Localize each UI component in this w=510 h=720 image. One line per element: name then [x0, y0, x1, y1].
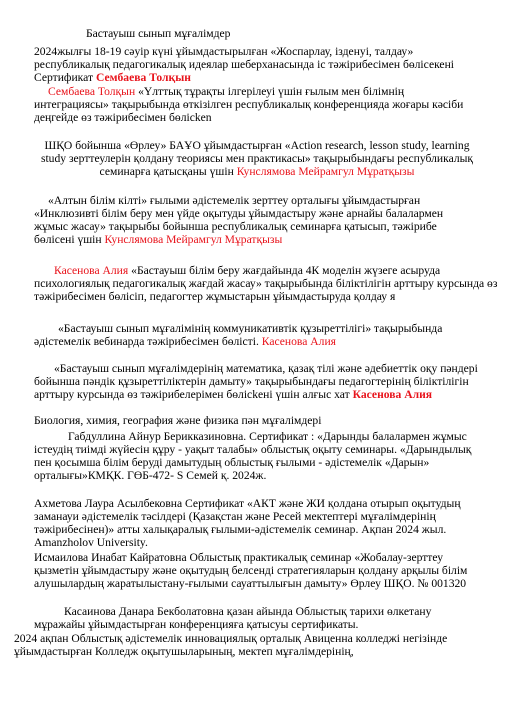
paragraph-sembaeva-certificate — [34, 45, 480, 84]
paragraph-kasenova-thanks — [34, 362, 486, 401]
paragraph-text: Габдуллина Айнур Берикказиновна. Сертификат : «Дарынды балалармен жұмыс істеудің тиімді жүйесін құру - уақыт талабы» облыстық оқыту семинары. «Дарындылық пен қосымша білім беруді дамытудың облыстық ғылыми - әдістемелік «Дарын» орталығы»КМҚК. ГӨБ-472- S Семей қ. 2024ж. — [34, 430, 472, 482]
paragraph-kasenova-webinar — [34, 322, 480, 348]
paragraph-kasainova — [34, 605, 480, 631]
paragraph-text: Касаинова Данара Бекболатовна қазан айында Облыстық тарихи өлкетану мұражайы ұйымдастырған конференцияға қатысуы сертификаты. — [34, 605, 432, 631]
paragraph-text: ШҚО бойынша «Өрлеу» БАҰО ұйымдастырған «Action research, lesson study, learning study зерттеулерін қолдану теориясы мен практикасы» тақырыбындағы республикалық семинарға қатысқаны үшін — [40, 139, 474, 178]
paragraph-ismailova: Исмаилова Инабат Кайратовна Облыстық практикалық семинар «Жобалау-зерттеу қызметін ұйымдастыру және оқытудың белсенді стратегияларын қолдану арқылы білім алушылардың жаратылыстану-ғылыми сауаттылығын дамыту» Өрлеу ШҚО. № 001320 — [34, 551, 468, 590]
person-name: Кунслямова Мейрамгул Мұратқызы — [236, 165, 415, 178]
paragraph-text: «Алтын білім кілті» ғылыми әдістемелік зерттеу орталығы ұйымдастырған «Инклюзивті білім беру мен үйде оқытуды ұйымдастыру және арнайы балалармен жұмыс жасау» тақырыбы бойынша республикалық семинарға қатысып, тәжірибе бөлісені үшін — [34, 194, 444, 246]
section-heading-science-teachers: Биология, химия, география және физика пән мұғалімдері — [34, 414, 322, 427]
person-name: Касенова Алия — [54, 264, 129, 277]
person-name: Кунслямова Мейрамгул Мұратқызы — [104, 233, 283, 246]
person-name: Касенова Алия — [261, 335, 336, 348]
paragraph-avicenna: 2024 ақпан Облыстық әдістемелік инновациялық орталық Авиценна колледжі негізінде ұйымдастырған Колледж оқытушыларының, мектеп мұғалімдерінің, — [14, 632, 448, 658]
paragraph-text: «Бастауыш сынып мұғалімінің коммуникативтік құзыреттілігі» тақырыбында әдістемелік вебинарда тәжірибесімен бөлісті. — [34, 322, 443, 348]
paragraph-text: «Үлттық тұрақты ілгерілеуі үшін ғылым мен білімнің интеграциясы» тақырыбында өткізілген республикалық конференцияда жоғары кәсіби деңгейде өз тәжірибесімен бөлісken — [34, 85, 464, 124]
paragraph-sembaeva-conference — [34, 85, 480, 124]
paragraph-text: «Бастауыш білім беру жағдайында 4К моделін жүзеге асыруда психологиялық педагогикалық жағдай жасау» тақырыбында біліктілігін арттыру курсында өз тәжірибесімен бөлісіп, педагогтер жұмыстарын ұйымдастыруда қолдау я — [34, 264, 498, 303]
paragraph-kunslyamova-seminar — [34, 139, 480, 178]
paragraph-kasenova-4k — [34, 264, 510, 303]
paragraph-gabdullina — [34, 430, 480, 482]
paragraph-text: 2024жылғы 18-19 сәуір күні ұйымдастырылған «Жоспарлау, ізденуі, талдау» республикалық педагогикалық идеялар шеберханасында іс тәжірибесімен бөлісекені Сертификат — [34, 45, 455, 84]
person-name: Сембаева Толқын — [48, 85, 136, 98]
paragraph-kunslyamova-inclusive — [34, 194, 480, 246]
paragraph-text: «Бастауыш сынып мұғалімдерінің математика, қазақ тілі және әдебиеттік оқу пәндері бойынша пәндік құзыреттіліктерін дамыту» тақырыбындағы педагогтерінің біліктілігін арттыру курсында өз тәжірибелерімен бөлісkені үшін алғыс хат — [34, 362, 478, 401]
person-name: Касенова Алия — [352, 388, 433, 401]
person-name: Сембаева Толқын — [95, 71, 191, 84]
paragraph-akhmetova: Ахметова Лаура Асылбековна Сертификат «АКТ және ЖИ қолдана отырып оқытудың заманауи әдістемелік тәсілдері (Қазақстан және Ресей мектептері мұғалімдерінің тәжірибесінен)» атты халықаралық ғылыми-әдістемелік семинар. Ақпан 2024 жыл. Amanzholov University. — [34, 497, 461, 549]
section-heading-primary-teachers: Бастауыш сынып мұғалімдер — [86, 27, 231, 40]
